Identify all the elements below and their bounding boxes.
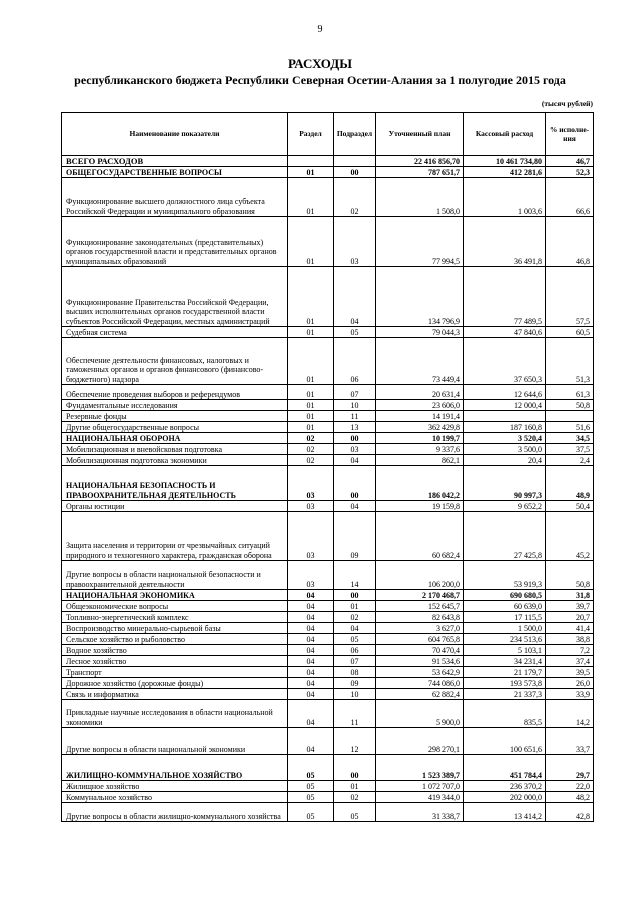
row-section: 01	[288, 400, 334, 411]
row-section: 01	[288, 422, 334, 433]
row-name: Функционирование Правительства Российской Федерации, высших исполнительных органов государственной власти субъектов Российской Федерации, местных администраций	[62, 267, 288, 327]
row-cash: 53 919,3	[464, 561, 546, 590]
row-name: Мобилизационная и вневойсковая подготовка	[62, 444, 288, 455]
page-number: 9	[317, 24, 323, 35]
row-section: 03	[288, 512, 334, 561]
row-pct: 46,7	[546, 156, 594, 167]
row-plan: 62 882,4	[376, 689, 464, 700]
row-section: 01	[288, 338, 334, 385]
row-cash: 90 997,3	[464, 466, 546, 501]
row-cash: 236 370,2	[464, 781, 546, 792]
units-note: (тысяч рублей)	[541, 99, 593, 108]
row-plan: 604 765,8	[376, 634, 464, 645]
row-cash: 12 644,6	[464, 385, 546, 400]
row-cash: 5 103,1	[464, 645, 546, 656]
table-row	[62, 601, 594, 612]
row-pct: 52,3	[546, 167, 594, 178]
row-pct: 42,8	[546, 803, 594, 822]
row-subsection: 00	[334, 167, 376, 178]
row-pct: 39,7	[546, 601, 594, 612]
row-cash: 21 337,3	[464, 689, 546, 700]
row-plan: 60 682,4	[376, 512, 464, 561]
table-row	[62, 217, 594, 267]
row-plan: 22 416 856,70	[376, 156, 464, 167]
row-pct: 26,0	[546, 678, 594, 689]
table-row	[62, 385, 594, 400]
row-subsection: 07	[334, 385, 376, 400]
table-row	[62, 634, 594, 645]
row-pct: 48,2	[546, 792, 594, 803]
row-cash: 3 500,0	[464, 444, 546, 455]
row-cash: 37 650,3	[464, 338, 546, 385]
row-plan: 14 191,4	[376, 411, 464, 422]
row-subsection: 14	[334, 561, 376, 590]
row-name: Защита населения и территории от чрезвычайных ситуаций природного и техногенного характера, гражданская оборона	[62, 512, 288, 561]
row-cash: 835,5	[464, 700, 546, 728]
row-pct: 34,5	[546, 433, 594, 444]
table-row	[62, 728, 594, 755]
row-cash: 77 489,5	[464, 267, 546, 327]
row-plan: 10 199,7	[376, 433, 464, 444]
row-plan: 106 200,0	[376, 561, 464, 590]
row-cash: 9 652,2	[464, 501, 546, 512]
row-pct: 7,2	[546, 645, 594, 656]
row-name: Сельское хозяйство и рыболовство	[62, 634, 288, 645]
row-section: 04	[288, 601, 334, 612]
row-pct: 51,6	[546, 422, 594, 433]
row-section	[288, 156, 334, 167]
row-plan: 79 044,3	[376, 327, 464, 338]
header-section: Раздел	[288, 113, 334, 156]
row-plan: 5 900,0	[376, 700, 464, 728]
row-section: 04	[288, 678, 334, 689]
row-cash: 21 179,7	[464, 667, 546, 678]
header-plan: Уточненный план	[376, 113, 464, 156]
row-subsection: 08	[334, 667, 376, 678]
row-subsection: 04	[334, 267, 376, 327]
table-row	[62, 561, 594, 590]
row-name: Другие вопросы в области жилищно-коммунального хозяйства	[62, 803, 288, 822]
row-section: 04	[288, 623, 334, 634]
row-section: 03	[288, 561, 334, 590]
table-row	[62, 422, 594, 433]
row-section: 04	[288, 689, 334, 700]
row-name: ВСЕГО РАСХОДОВ	[62, 156, 288, 167]
table-row	[62, 512, 594, 561]
table-row	[62, 327, 594, 338]
row-section: 04	[288, 667, 334, 678]
row-name: Обеспечение проведения выборов и референдумов	[62, 385, 288, 400]
row-pct: 31,8	[546, 590, 594, 601]
row-section: 03	[288, 501, 334, 512]
row-plan: 1 508,0	[376, 178, 464, 217]
row-name: Топливно-энергетический комплекс	[62, 612, 288, 623]
row-pct: 14,2	[546, 700, 594, 728]
row-subsection: 00	[334, 755, 376, 781]
row-plan: 134 796,9	[376, 267, 464, 327]
row-name: НАЦИОНАЛЬНАЯ ОБОРОНА	[62, 433, 288, 444]
row-cash: 34 231,4	[464, 656, 546, 667]
row-cash: 187 160,8	[464, 422, 546, 433]
row-subsection: 02	[334, 612, 376, 623]
table-row	[62, 501, 594, 512]
row-subsection: 04	[334, 623, 376, 634]
row-pct: 2,4	[546, 455, 594, 466]
row-pct: 37,5	[546, 444, 594, 455]
row-pct: 20,7	[546, 612, 594, 623]
table-row	[62, 792, 594, 803]
row-name: Жилищное хозяйство	[62, 781, 288, 792]
table-row	[62, 444, 594, 455]
row-plan: 362 429,8	[376, 422, 464, 433]
row-cash: 20,4	[464, 455, 546, 466]
row-subsection: 10	[334, 400, 376, 411]
row-section: 05	[288, 792, 334, 803]
table-header-row	[62, 113, 594, 156]
row-plan: 1 072 707,0	[376, 781, 464, 792]
row-pct: 50,4	[546, 501, 594, 512]
table-row	[62, 156, 594, 167]
row-name: Резервные фонды	[62, 411, 288, 422]
header-pct: % исполне-ния	[546, 113, 594, 156]
row-subsection: 07	[334, 656, 376, 667]
row-cash: 234 513,6	[464, 634, 546, 645]
row-pct: 33,7	[546, 728, 594, 755]
row-name: Другие вопросы в области национальной экономики	[62, 728, 288, 755]
row-name: Водное хозяйство	[62, 645, 288, 656]
row-cash: 412 281,6	[464, 167, 546, 178]
row-name: Коммунальное хозяйство	[62, 792, 288, 803]
row-pct: 29,7	[546, 755, 594, 781]
row-name: Общеэкономические вопросы	[62, 601, 288, 612]
row-subsection: 01	[334, 601, 376, 612]
row-subsection: 00	[334, 590, 376, 601]
row-pct: 60,5	[546, 327, 594, 338]
row-subsection: 05	[334, 327, 376, 338]
table-row	[62, 656, 594, 667]
row-pct: 22,0	[546, 781, 594, 792]
row-name: Лесное хозяйство	[62, 656, 288, 667]
table-row	[62, 667, 594, 678]
row-section: 05	[288, 803, 334, 822]
row-name: Прикладные научные исследования в области национальной экономики	[62, 700, 288, 728]
row-section: 04	[288, 645, 334, 656]
row-name: Мобилизационная подготовка экономики	[62, 455, 288, 466]
row-cash: 17 115,5	[464, 612, 546, 623]
row-section: 05	[288, 781, 334, 792]
row-pct: 38,8	[546, 634, 594, 645]
row-subsection: 00	[334, 433, 376, 444]
table-row	[62, 338, 594, 385]
row-cash: 451 784,4	[464, 755, 546, 781]
row-plan: 77 994,5	[376, 217, 464, 267]
table-row	[62, 590, 594, 601]
row-pct: 48,9	[546, 466, 594, 501]
row-pct: 39,5	[546, 667, 594, 678]
table-row	[62, 267, 594, 327]
table-row	[62, 755, 594, 781]
row-name: Дорожное хозяйство (дорожные фонды)	[62, 678, 288, 689]
row-cash: 3 520,4	[464, 433, 546, 444]
row-plan: 2 170 468,7	[376, 590, 464, 601]
row-plan: 23 606,0	[376, 400, 464, 411]
row-cash: 193 573,8	[464, 678, 546, 689]
row-section: 01	[288, 167, 334, 178]
row-section: 01	[288, 217, 334, 267]
row-name: Другие общегосударственные вопросы	[62, 422, 288, 433]
table-row	[62, 803, 594, 822]
row-subsection: 02	[334, 178, 376, 217]
row-plan: 91 534,6	[376, 656, 464, 667]
row-cash: 27 425,8	[464, 512, 546, 561]
row-subsection: 09	[334, 678, 376, 689]
row-section: 01	[288, 411, 334, 422]
row-section: 01	[288, 178, 334, 217]
row-name: НАЦИОНАЛЬНАЯ БЕЗОПАСНОСТЬ И ПРАВООХРАНИТЕЛЬНАЯ ДЕЯТЕЛЬНОСТЬ	[62, 466, 288, 501]
row-subsection	[334, 156, 376, 167]
row-section: 05	[288, 755, 334, 781]
row-name: Связь и информатика	[62, 689, 288, 700]
table-row	[62, 411, 594, 422]
header-cash: Кассовый расход	[464, 113, 546, 156]
row-cash: 13 414,2	[464, 803, 546, 822]
row-name: Обеспечение деятельности финансовых, налоговых и таможенных органов и органов финансового (финансово-бюджетного) надзора	[62, 338, 288, 385]
row-plan: 1 523 389,7	[376, 755, 464, 781]
row-pct	[546, 411, 594, 422]
row-pct: 51,3	[546, 338, 594, 385]
row-plan: 53 642,9	[376, 667, 464, 678]
row-plan: 298 270,1	[376, 728, 464, 755]
row-plan: 419 344,0	[376, 792, 464, 803]
row-pct: 46,8	[546, 217, 594, 267]
row-cash: 36 491,8	[464, 217, 546, 267]
row-cash: 100 651,6	[464, 728, 546, 755]
table-row	[62, 466, 594, 501]
row-plan: 744 086,0	[376, 678, 464, 689]
page-title: РАСХОДЫ	[288, 56, 352, 71]
row-pct: 66,6	[546, 178, 594, 217]
row-subsection: 01	[334, 781, 376, 792]
row-pct: 37,4	[546, 656, 594, 667]
row-subsection: 00	[334, 466, 376, 501]
row-plan: 19 159,8	[376, 501, 464, 512]
row-pct: 45,2	[546, 512, 594, 561]
table-row	[62, 167, 594, 178]
row-cash: 60 639,0	[464, 601, 546, 612]
table-row	[62, 433, 594, 444]
row-subsection: 05	[334, 803, 376, 822]
row-pct: 61,3	[546, 385, 594, 400]
header-subsection: Подраздел	[334, 113, 376, 156]
row-plan: 186 042,2	[376, 466, 464, 501]
row-name: Органы юстиции	[62, 501, 288, 512]
row-section: 02	[288, 433, 334, 444]
row-section: 02	[288, 455, 334, 466]
table-row	[62, 623, 594, 634]
row-name: ОБЩЕГОСУДАРСТВЕННЫЕ ВОПРОСЫ	[62, 167, 288, 178]
row-subsection: 12	[334, 728, 376, 755]
row-pct: 50,8	[546, 400, 594, 411]
row-section: 02	[288, 444, 334, 455]
row-section: 01	[288, 267, 334, 327]
row-plan: 862,1	[376, 455, 464, 466]
row-section: 01	[288, 385, 334, 400]
table-row	[62, 689, 594, 700]
row-name: Функционирование законодательных (представительных) органов государственной власти и представительных органов муниципальных образований	[62, 217, 288, 267]
row-subsection: 03	[334, 444, 376, 455]
row-cash: 10 461 734,80	[464, 156, 546, 167]
row-subsection: 06	[334, 645, 376, 656]
row-subsection: 10	[334, 689, 376, 700]
row-section: 03	[288, 466, 334, 501]
row-cash: 1 500,0	[464, 623, 546, 634]
table-row	[62, 455, 594, 466]
row-plan: 3 627,0	[376, 623, 464, 634]
page-subtitle: республиканского бюджета Республики Северная Осетии-Алания за 1 полугодие 2015 года	[74, 73, 566, 87]
row-subsection: 05	[334, 634, 376, 645]
row-name: Фундаментальные исследования	[62, 400, 288, 411]
row-pct: 50,8	[546, 561, 594, 590]
row-section: 04	[288, 590, 334, 601]
row-section: 04	[288, 656, 334, 667]
row-section: 04	[288, 612, 334, 623]
row-name: НАЦИОНАЛЬНАЯ ЭКОНОМИКА	[62, 590, 288, 601]
row-subsection: 03	[334, 217, 376, 267]
row-plan: 73 449,4	[376, 338, 464, 385]
row-cash	[464, 411, 546, 422]
row-subsection: 04	[334, 455, 376, 466]
row-cash: 690 680,5	[464, 590, 546, 601]
row-cash: 1 003,6	[464, 178, 546, 217]
row-plan: 20 631,4	[376, 385, 464, 400]
row-plan: 152 645,7	[376, 601, 464, 612]
row-name: Воспроизводство минерально-сырьевой базы	[62, 623, 288, 634]
table-row	[62, 678, 594, 689]
table-row	[62, 700, 594, 728]
row-subsection: 06	[334, 338, 376, 385]
row-subsection: 09	[334, 512, 376, 561]
row-pct: 57,5	[546, 267, 594, 327]
row-plan: 70 470,4	[376, 645, 464, 656]
row-subsection: 04	[334, 501, 376, 512]
row-subsection: 11	[334, 411, 376, 422]
row-subsection: 11	[334, 700, 376, 728]
row-cash: 47 840,6	[464, 327, 546, 338]
row-pct: 41,4	[546, 623, 594, 634]
row-pct: 33,9	[546, 689, 594, 700]
row-name: Функционирование высшего должностного лица субъекта Российской Федерации и муниципального образования	[62, 178, 288, 217]
row-subsection: 13	[334, 422, 376, 433]
row-plan: 31 338,7	[376, 803, 464, 822]
row-name: ЖИЛИЩНО-КОММУНАЛЬНОЕ ХОЗЯЙСТВО	[62, 755, 288, 781]
table-row	[62, 781, 594, 792]
row-plan: 9 337,6	[376, 444, 464, 455]
table-row	[62, 178, 594, 217]
row-section: 01	[288, 327, 334, 338]
row-section: 04	[288, 728, 334, 755]
row-plan: 787 651,7	[376, 167, 464, 178]
row-name: Другие вопросы в области национальной безопасности и правоохранительной деятельности	[62, 561, 288, 590]
row-name: Транспорт	[62, 667, 288, 678]
row-subsection: 02	[334, 792, 376, 803]
table-row	[62, 612, 594, 623]
row-section: 04	[288, 700, 334, 728]
table-row	[62, 400, 594, 411]
header-name: Наименование показатели	[62, 113, 288, 156]
row-cash: 202 000,0	[464, 792, 546, 803]
row-section: 04	[288, 634, 334, 645]
row-cash: 12 000,4	[464, 400, 546, 411]
row-plan: 82 643,8	[376, 612, 464, 623]
table-row	[62, 645, 594, 656]
expenditure-table	[61, 112, 594, 822]
row-name: Судебная система	[62, 327, 288, 338]
